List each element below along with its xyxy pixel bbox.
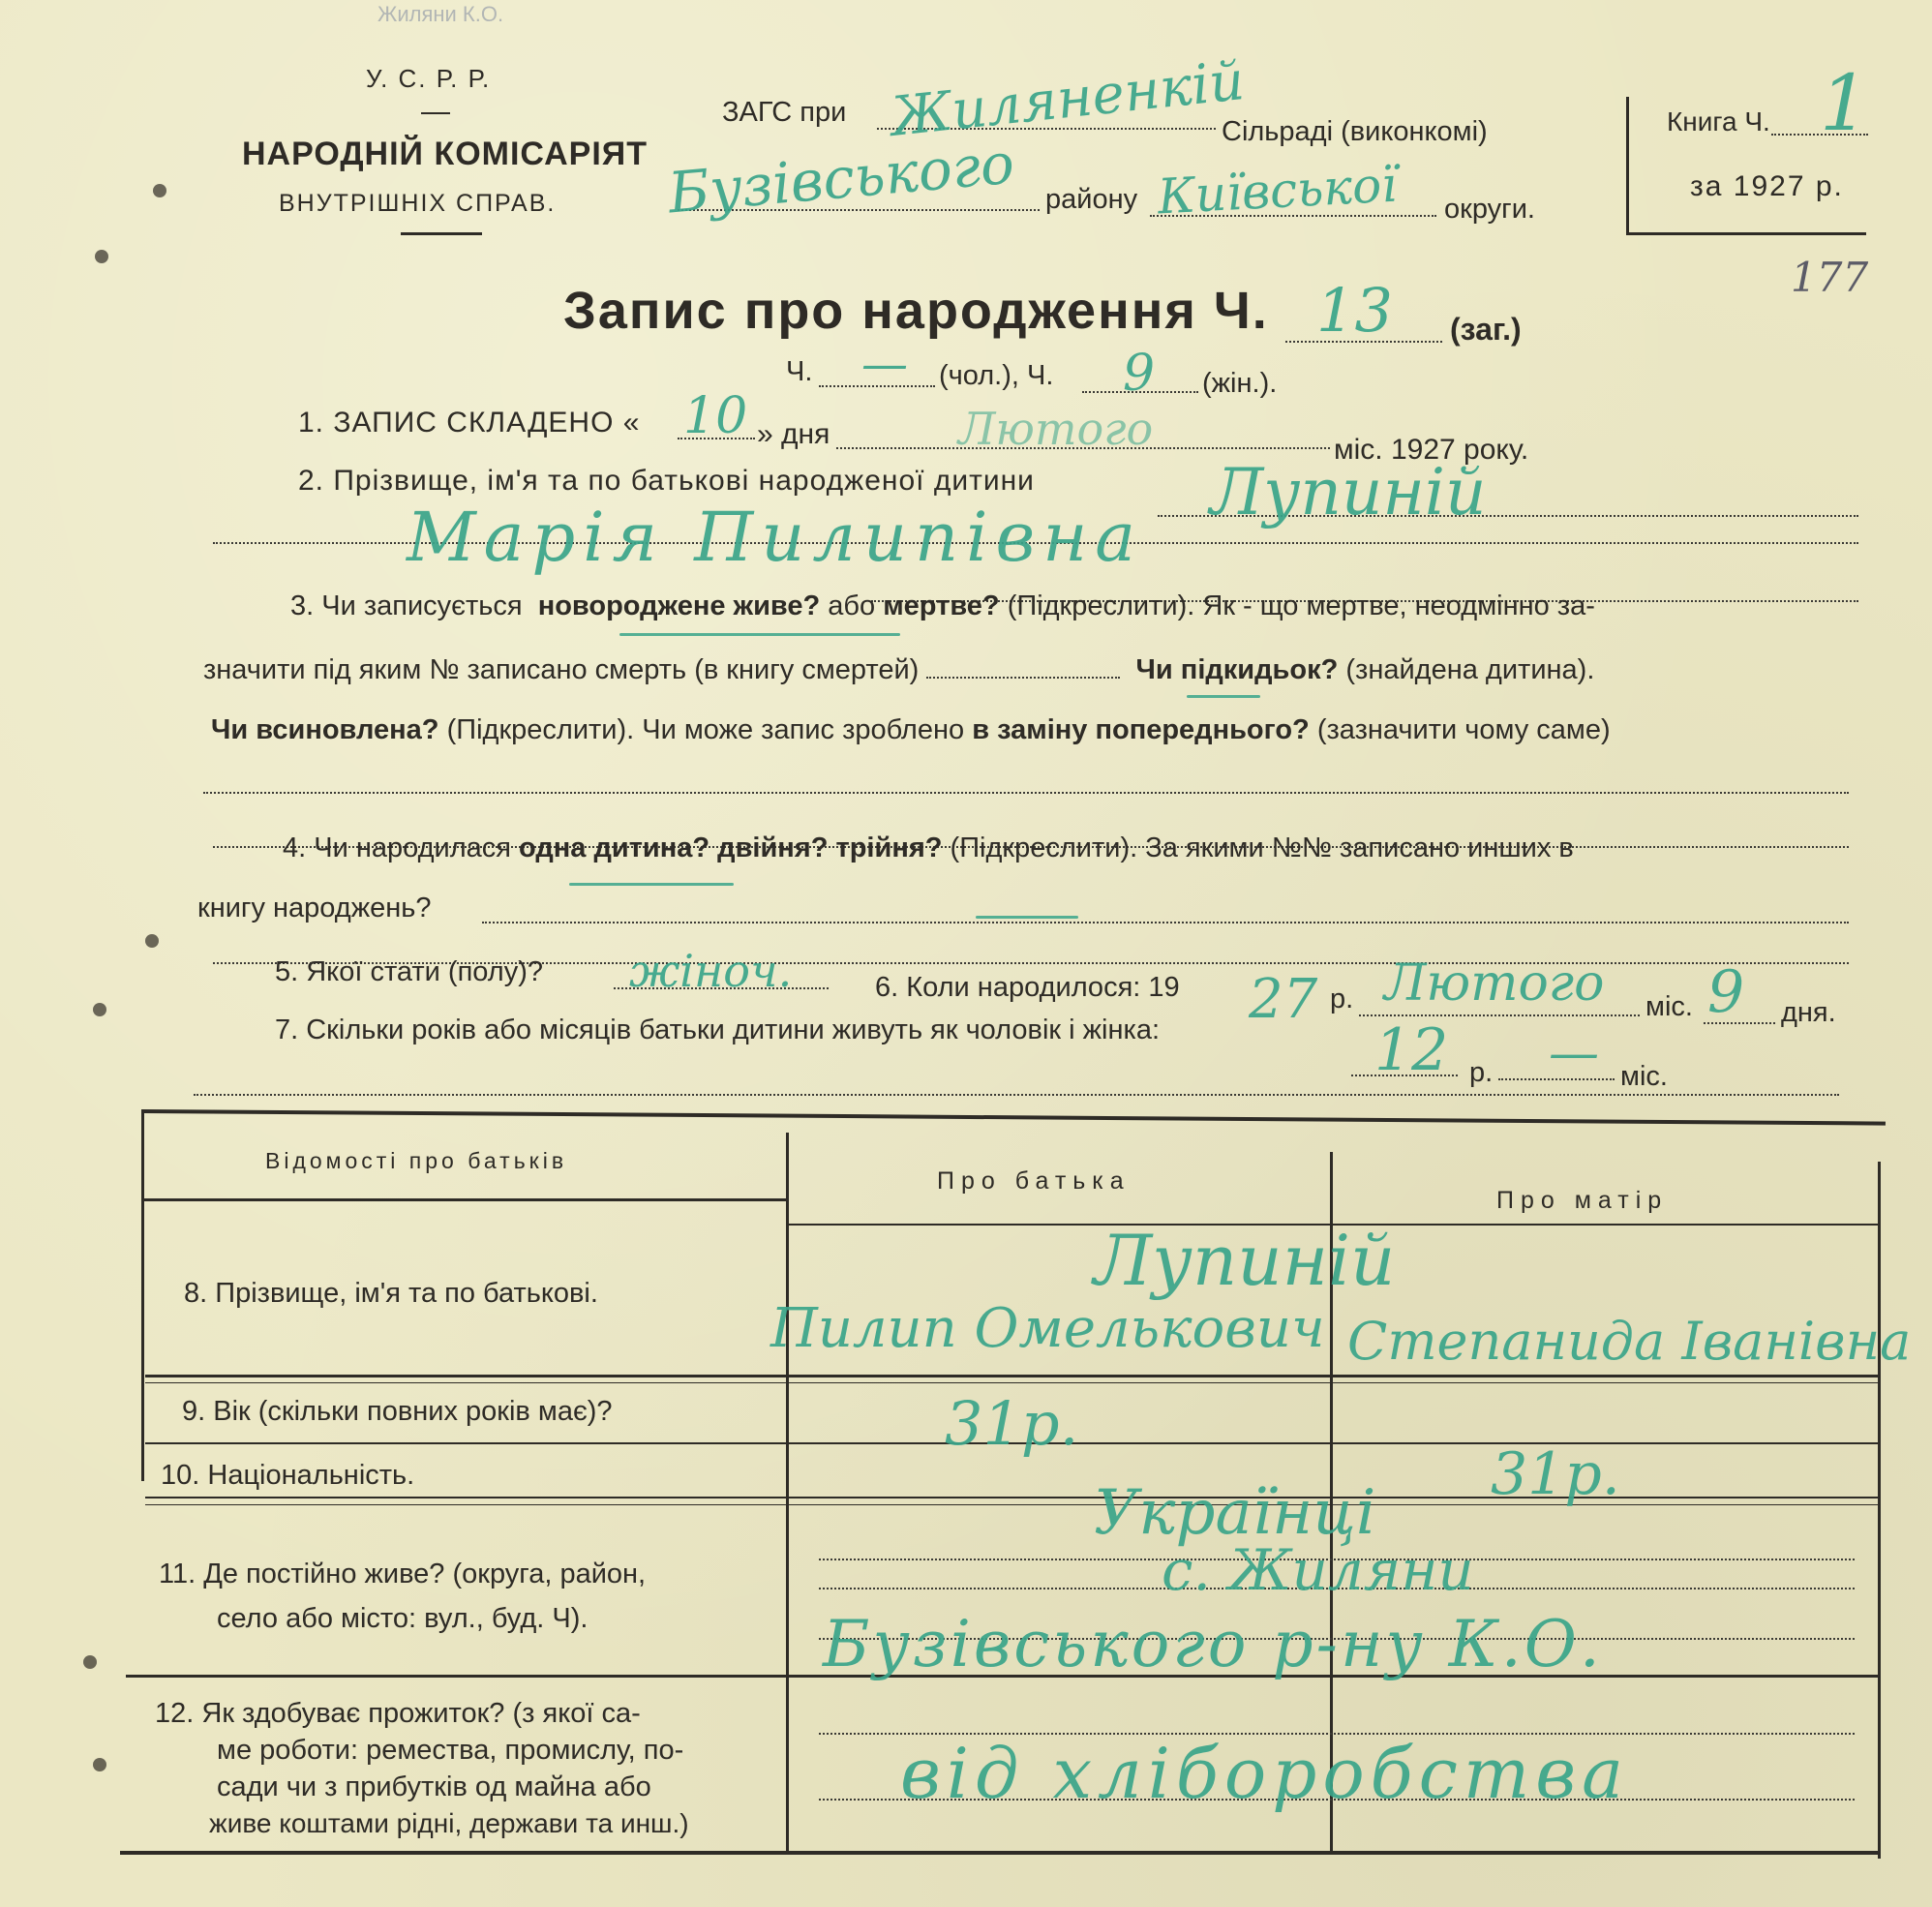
table-left-border	[141, 1109, 144, 1481]
row9-mother-handwriting: 31р.	[1491, 1440, 1620, 1508]
okruga-label: округи.	[1444, 194, 1535, 225]
row8-label: 8. Прізвище, ім'я та по батькові.	[184, 1278, 598, 1309]
field3-replacement: в заміну попереднього?	[972, 714, 1310, 745]
field4-books-line	[482, 922, 1849, 923]
field4-twins: двійня?	[717, 832, 829, 863]
field7-r: р.	[1469, 1057, 1494, 1088]
republic-label: У. С. Р. Р.	[366, 64, 492, 93]
field3-line2-end: (знайдена дитина).	[1345, 654, 1595, 685]
field6-r: р.	[1330, 984, 1354, 1014]
row11-label-1: 11. Де постійно живе? (округа, район,	[159, 1559, 647, 1589]
field3-foundling: Чи підкидьок?	[1135, 654, 1339, 685]
table-header-mother: Про матір	[1496, 1187, 1669, 1214]
field6-year-handwriting: 27	[1249, 968, 1318, 1031]
book-year: за 1927 р.	[1690, 170, 1844, 202]
ch-label: Ч.	[786, 356, 813, 387]
field3-alive: новороджене живе?	[537, 590, 821, 621]
female-count-handwriting: 9	[1123, 345, 1156, 403]
table-top-border	[143, 1109, 1886, 1126]
field6-mis: міс.	[1645, 991, 1693, 1022]
field7-label: 7. Скільки років або місяців батьки дитини живуть як чоловік і жінка:	[275, 1014, 1161, 1045]
row12-label-3: сади чи з прибутків од майна або	[217, 1771, 651, 1802]
silradi-label: Сільраді (виконкомі)	[1222, 116, 1488, 147]
binding-hole	[153, 184, 166, 197]
record-total-label: (заг.)	[1450, 312, 1522, 347]
field6-month-handwriting: Лютого	[1384, 954, 1605, 1013]
row11-handwriting-2: Бузівського р-ну К.О.	[823, 1607, 1603, 1681]
field1-label: 1. ЗАПИС СКЛАДЕНО «	[298, 407, 641, 439]
table-col1-divider	[786, 1133, 789, 1851]
field3-line2-text: значити під яким № записано смерть (в книгу смертей)	[203, 654, 920, 685]
field3-bottom-line	[203, 792, 1849, 794]
table-header-bottom	[143, 1198, 788, 1201]
field3-line3	[211, 714, 1611, 746]
male-count-handwriting: —	[861, 337, 908, 391]
table-right-border	[1878, 1162, 1881, 1859]
commissariat-subtitle: ВНУТРІШНІХ СПРАВ.	[279, 190, 557, 217]
okruga-handwriting: Київської	[1156, 156, 1399, 226]
field4-line1	[283, 832, 1574, 864]
row12-label-2: ме роботи: ремества, промислу, по-	[217, 1735, 684, 1766]
divider	[421, 112, 450, 114]
row8-mother-handwriting: Степанида Іванівна	[1347, 1311, 1912, 1372]
field1-day-handwriting: 10	[683, 387, 748, 445]
field6-dnya: дня.	[1781, 997, 1836, 1028]
faint-top-text: Жиляни К.О.	[377, 2, 504, 26]
record-title: Запис про народження Ч.	[563, 282, 1269, 340]
district-handwriting: Бузівського	[665, 130, 1017, 227]
field7-mis: міс.	[1620, 1061, 1668, 1092]
field3-abo: або	[828, 590, 876, 621]
row11-label-2: село або місто: вул., буд. Ч).	[217, 1603, 589, 1634]
field3-line1	[290, 590, 1595, 622]
table-header-info: Відомості про батьків	[265, 1148, 568, 1173]
row10-handwriting: Українці	[1094, 1477, 1376, 1549]
field1-end: міс. 1927 року.	[1334, 434, 1529, 466]
field4-line2: книгу народжень?	[197, 893, 432, 923]
table-header-father: Про батька	[937, 1167, 1131, 1195]
field6-day-handwriting: 9	[1707, 958, 1745, 1026]
book-label: Книга Ч.	[1667, 106, 1770, 136]
field3-line3-mid: (Підкреслити). Чи може запис зроблено	[446, 714, 965, 745]
field7-years-handwriting: 12	[1374, 1016, 1449, 1084]
field3-dead: мертве?	[883, 590, 1000, 621]
zags-village-handwriting: Жиляненкій	[888, 49, 1248, 149]
table-row-divider	[145, 1375, 1878, 1377]
row10-label: 10. Національність.	[161, 1460, 415, 1491]
record-number-handwriting: 13	[1316, 275, 1393, 346]
field2-name-handwriting: Марія Пилипівна	[407, 498, 1144, 577]
field4-rest: (Підкреслити). За якими №№ записано инших в	[950, 832, 1574, 863]
field3-alive-underline	[619, 633, 900, 636]
field4-green-mark	[976, 916, 1078, 919]
binding-hole	[93, 1758, 106, 1771]
field6-label: 6. Коли народилося: 19	[875, 972, 1180, 1003]
binding-hole	[145, 934, 159, 948]
row8-surname-handwriting: Лупиній	[1094, 1220, 1396, 1301]
row12-handwriting: від хліборобства	[900, 1733, 1630, 1814]
male-label: (чол.), Ч.	[939, 360, 1054, 391]
field3-line3-end: (зазначити чому саме)	[1316, 714, 1611, 745]
zags-prefix: ЗАГС при	[722, 97, 847, 128]
field3-dash	[1187, 695, 1260, 698]
field4-triplets: трійня?	[835, 832, 943, 863]
binding-hole	[93, 1003, 106, 1016]
row12-label-1: 12. Як здобуває прожиток? (з якої са-	[155, 1698, 641, 1729]
field7-bottom-line	[194, 1094, 1839, 1096]
field3-adopted: Чи всиновлена?	[211, 714, 439, 745]
row11-handwriting-1: с. Жиляни	[1162, 1537, 1474, 1603]
row9-label: 9. Вік (скільки повних років має)?	[182, 1396, 613, 1427]
commissariat-title: НАРОДНІЙ КОМІСАРІЯТ	[242, 136, 648, 172]
field4-single: одна дитина?	[519, 832, 710, 863]
row8-father-handwriting: Пилип Омелькович	[770, 1297, 1325, 1360]
field2-label: 2. Прізвище, ім'я та по батькові народженої дитини	[298, 465, 1035, 497]
row12-label-4: живе коштами рідні, держави та инш.)	[209, 1808, 689, 1838]
field3-rest: (Підкреслити). Як - що мертве, неодмінно за-	[1007, 590, 1595, 621]
field2-surname-handwriting: Лупиній	[1210, 455, 1487, 530]
field7-months-handwriting: —	[1549, 1024, 1599, 1082]
corner-number-handwriting: 177	[1791, 254, 1869, 301]
book-box-left	[1626, 97, 1629, 234]
field3-num: 3. Чи записується	[290, 590, 523, 621]
table-row-divider	[145, 1382, 1878, 1383]
table-bottom-border	[120, 1851, 1880, 1855]
female-label: (жін.).	[1202, 368, 1278, 399]
field3-line2	[203, 654, 1594, 686]
field4-single-underline	[569, 883, 734, 886]
book-box-bottom	[1626, 232, 1866, 235]
book-number-handwriting: 1	[1820, 58, 1869, 148]
field5-label: 5. Якої стати (полу)?	[275, 956, 543, 987]
field4-num: 4. Чи народилася	[283, 832, 511, 863]
binding-hole	[95, 250, 108, 263]
field1-after: » дня	[757, 418, 830, 450]
binding-hole	[83, 1655, 97, 1669]
row9-father-handwriting: 31р.	[945, 1388, 1079, 1459]
field5-handwriting: жіноч.	[629, 945, 793, 997]
district-label: району	[1045, 184, 1138, 215]
divider	[401, 232, 482, 235]
field1-month-handwriting: Лютого	[958, 403, 1154, 455]
